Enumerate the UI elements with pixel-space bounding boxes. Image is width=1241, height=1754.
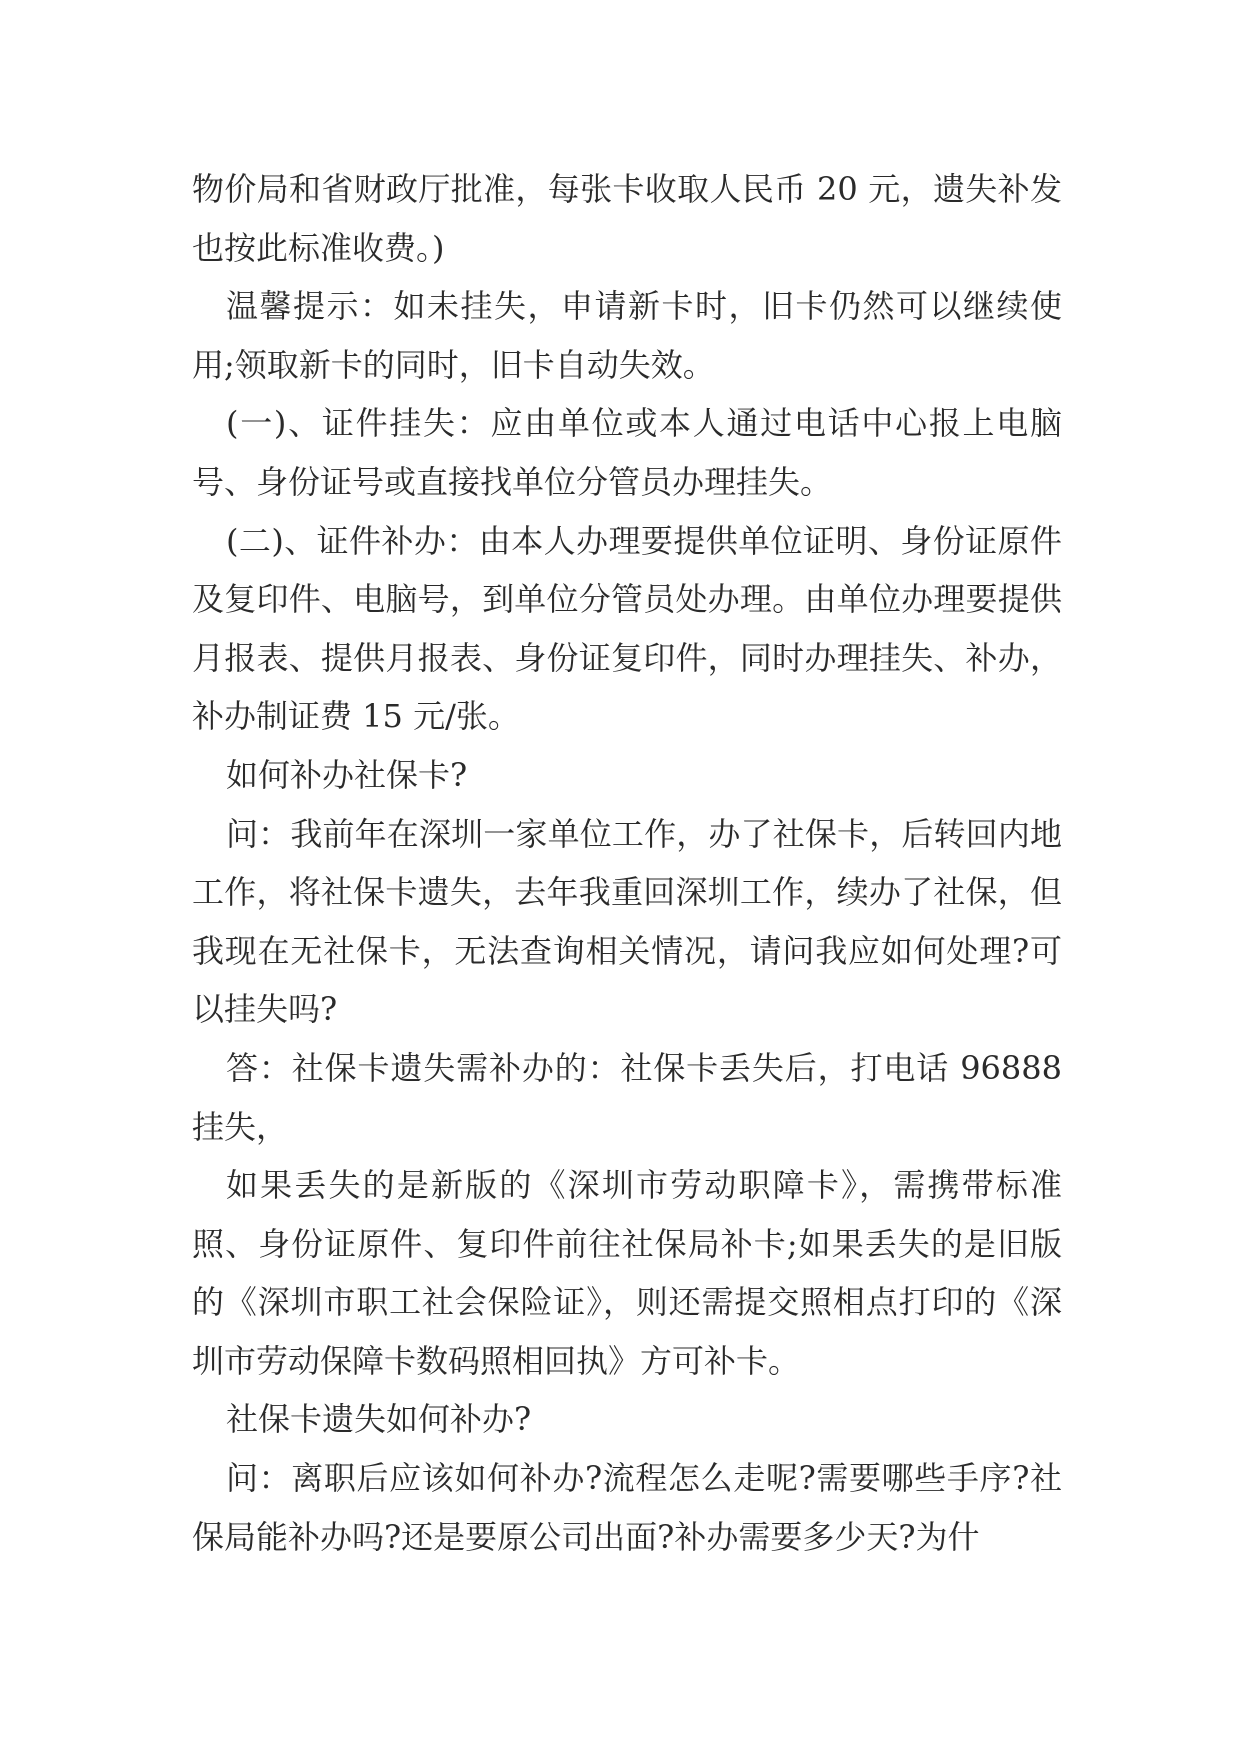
paragraph-report-loss: (一)、证件挂失：应由单位或本人通过电话中心报上电脑号、身份证号或直接找单位分管员办理挂失。	[192, 404, 1062, 501]
paragraph-warm-tip: 温馨提示：如未挂失，申请新卡时，旧卡仍然可以继续使用;领取新卡的同时，旧卡自动失效。	[192, 287, 1062, 384]
paragraph-question-1: 问：我前年在深圳一家单位工作，办了社保卡，后转回内地工作，将社保卡遗失，去年我重回深圳工作，续办了社保，但我现在无社保卡，无法查询相关情况，请问我应如何处理?可以挂失吗?	[192, 814, 1062, 1029]
paragraph-answer-1-detail: 如果丢失的是新版的《深圳市劳动职障卡》，需携带标准照、身份证原件、复印件前往社保局补卡;如果丢失的是旧版的《深圳市职工社会保险证》，则还需提交照相点打印的《深圳市劳动保障卡数码照相回执》方可补卡。	[192, 1166, 1062, 1380]
paragraph-fee-note: 物价局和省财政厅批准，每张卡收取人民币 20 元，遗失补发也按此标准收费。)	[192, 170, 1062, 267]
heading-how-to-reissue: 如何补办社保卡?	[226, 755, 468, 794]
paragraph-reissue: (二)、证件补办：由本人办理要提供单位证明、身份证原件及复印件、电脑号，到单位分管员处办理。由单位办理要提供月报表、提供月报表、身份证复印件，同时办理挂失、补办，补办制证费 15 元/张。	[192, 521, 1062, 736]
paragraph-answer-1: 答：社保卡遗失需补办的：社保卡丢失后，打电话 96888 挂失，	[192, 1048, 1062, 1146]
document-body	[192, 160, 1062, 1566]
paragraph-question-2: 问：离职后应该如何补办?流程怎么走呢?需要哪些手序?社保局能补办吗?还是要原公司出面?补办需要多少天?为什	[192, 1459, 1062, 1556]
heading-lost-card-reissue: 社保卡遗失如何补办?	[226, 1400, 532, 1439]
